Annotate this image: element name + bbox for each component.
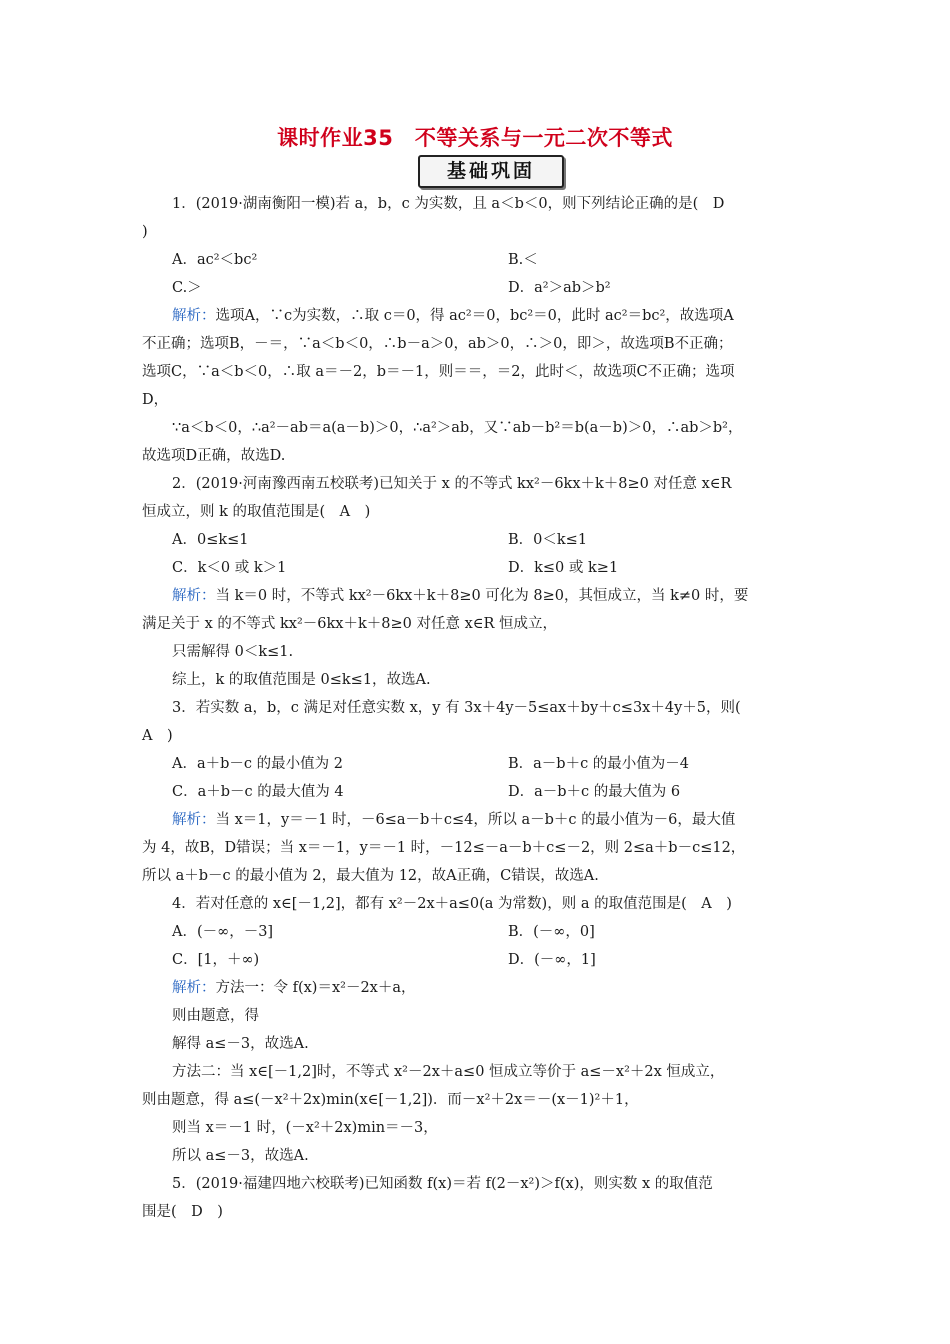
solution-text: 当 k＝0 时，不等式 kx²－6kx＋k＋8≥0 可化为 8≥0，其恒成立，当 k≠0 时，要 bbox=[215, 588, 749, 604]
q4-option-d: D．(－∞，1] bbox=[508, 952, 596, 968]
solution-label: 解析： bbox=[172, 308, 216, 324]
q4-solution-line: 则由题意，得 a≤(－x²＋2x)min(x∈[－1,2])．而－x²＋2x＝－(x－1)²＋1， bbox=[142, 1092, 639, 1108]
q3-solution-line bbox=[172, 810, 735, 830]
q2-option-a: A．0≤k≤1 bbox=[172, 532, 249, 548]
q1-stem-cont: ) bbox=[142, 224, 148, 240]
q3-stem-cont: A ) bbox=[142, 728, 173, 744]
q1-option-b: B.＜ bbox=[508, 252, 538, 268]
q2-solution-line bbox=[172, 586, 748, 606]
q3-option-d: D．a－b＋c 的最大值为 6 bbox=[508, 784, 681, 800]
q4-solution-line: 方法二：当 x∈[－1,2]时，不等式 x²－2x＋a≤0 恒成立等价于 a≤－x²＋2x 恒成立， bbox=[172, 1064, 725, 1080]
q2-option-c: C．k＜0 或 k＞1 bbox=[172, 560, 287, 576]
q5-stem: 5．(2019·福建四地六校联考)已知函数 f(x)＝若 f(2－x²)＞f(x)，则实数 x 的取值范 bbox=[172, 1176, 713, 1192]
q1-solution-line: 故选项D正确，故选D. bbox=[142, 448, 286, 464]
q3-option-b: B．a－b＋c 的最小值为－4 bbox=[508, 756, 690, 772]
q1-option-a: A．ac²＜bc² bbox=[172, 252, 258, 268]
q3-solution-line: 为 4，故B，D错误；当 x＝－1，y＝－1 时，－12≤－a－b＋c≤－2，则 2≤a＋b－c≤12， bbox=[142, 840, 746, 856]
q4-stem: 4．若对任意的 x∈[－1,2]，都有 x²－2x＋a≤0(a 为常数)，则 a 的取值范围是( A ) bbox=[172, 896, 732, 912]
q4-solution-line: 所以 a≤－3，故选A. bbox=[172, 1148, 309, 1164]
q4-solution-line: 解得 a≤－3，故选A. bbox=[172, 1036, 309, 1052]
q1-solution-line bbox=[172, 306, 734, 326]
q4-solution-line bbox=[172, 978, 416, 998]
solution-label: 解析： bbox=[172, 812, 216, 828]
section-label: 基础巩固 bbox=[446, 160, 535, 182]
solution-text: 方法一：令 f(x)＝x²－2x＋a， bbox=[215, 980, 416, 996]
q1-stem: 1．(2019·湖南衡阳一模)若 a，b，c 为实数，且 a＜b＜0，则下列结论正确的是( D bbox=[172, 196, 725, 212]
q1-solution-line: 选项C，∵a＜b＜0，∴取 a＝－2，b＝－1，则＝＝，＝2，此时＜，故选项C不正确；选项 bbox=[142, 364, 735, 380]
q1-solution-line: D， bbox=[142, 392, 169, 408]
q1-option-c: C.＞ bbox=[172, 280, 202, 296]
q4-option-a: A．(－∞，－3] bbox=[172, 924, 274, 940]
q3-stem: 3．若实数 a，b，c 满足对任意实数 x，y 有 3x＋4y－5≤ax＋by＋c≤3x＋4y＋5，则( bbox=[172, 700, 741, 716]
q2-stem: 2．(2019·河南豫西南五校联考)已知关于 x 的不等式 kx²－6kx＋k＋8≥0 对任意 x∈R bbox=[172, 476, 732, 492]
q2-option-b: B．0＜k≤1 bbox=[508, 532, 588, 548]
q1-solution-line: 不正确；选项B，－＝，∵a＜b＜0，∴b－a＞0，ab＞0，∴＞0，即＞，故选项B不正确； bbox=[142, 336, 733, 352]
q5-stem-cont: 围是( D ) bbox=[142, 1204, 223, 1220]
q4-solution-line: 则由题意，得 bbox=[172, 1008, 259, 1024]
q2-solution-line: 只需解得 0＜k≤1. bbox=[172, 644, 294, 660]
q1-option-d: D．a²＞ab＞b² bbox=[508, 280, 611, 296]
q4-option-c: C．[1，＋∞) bbox=[172, 952, 260, 968]
q3-option-a: A．a＋b－c 的最小值为 2 bbox=[172, 756, 343, 772]
page-title: 课时作业35 不等关系与一元二次不等式 bbox=[277, 126, 673, 150]
q4-solution-line: 则当 x＝－1 时，(－x²＋2x)min＝－3， bbox=[172, 1120, 438, 1136]
q2-solution-line: 满足关于 x 的不等式 kx²－6kx＋k＋8≥0 对任意 x∈R 恒成立， bbox=[142, 616, 558, 632]
solution-text: 当 x＝1，y＝－1 时，－6≤a－b＋c≤4，所以 a－b＋c 的最小值为－6，最大值 bbox=[215, 812, 736, 828]
section-badge bbox=[418, 155, 564, 188]
q2-option-d: D．k≤0 或 k≥1 bbox=[508, 560, 619, 576]
q2-solution-line: 综上，k 的取值范围是 0≤k≤1，故选A. bbox=[172, 672, 431, 688]
q1-solution-line: ∵a＜b＜0，∴a²－ab＝a(a－b)＞0，∴a²＞ab，又∵ab－b²＝b(a－b)＞0，∴ab＞b²， bbox=[172, 420, 743, 436]
solution-label: 解析： bbox=[172, 588, 216, 604]
solution-label: 解析： bbox=[172, 980, 216, 996]
q3-solution-line: 所以 a＋b－c 的最小值为 2，最大值为 12，故A正确，C错误，故选A. bbox=[142, 868, 599, 884]
q3-option-c: C．a＋b－c 的最大值为 4 bbox=[172, 784, 344, 800]
solution-text: 选项A，∵c为实数，∴取 c＝0，得 ac²＝0，bc²＝0，此时 ac²＝bc²，故选项A bbox=[215, 308, 734, 324]
q2-stem-cont: 恒成立，则 k 的取值范围是( A ) bbox=[142, 504, 371, 520]
q4-option-b: B．(－∞，0] bbox=[508, 924, 595, 940]
